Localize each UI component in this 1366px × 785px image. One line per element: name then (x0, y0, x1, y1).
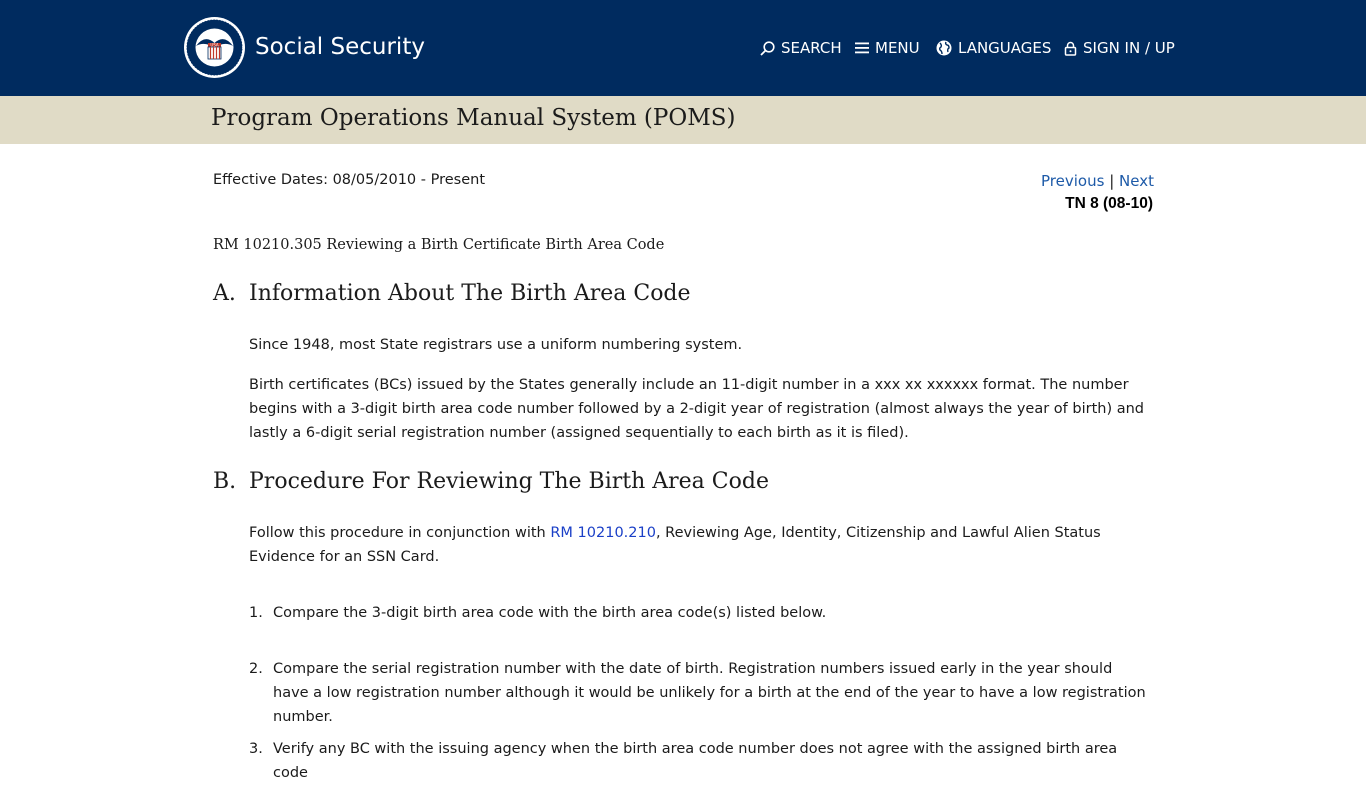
list-item-number: 3. (249, 741, 263, 757)
search-label: SEARCH (781, 39, 842, 57)
search-button[interactable] (760, 39, 842, 57)
prev-next-nav (1041, 172, 1154, 190)
procedure-intro (249, 521, 1149, 569)
lock-icon (1064, 41, 1077, 56)
section-letter: B. (213, 469, 237, 494)
languages-button[interactable] (936, 39, 1051, 57)
search-icon (760, 41, 775, 56)
sign-in-label: SIGN IN / UP (1083, 39, 1175, 57)
rm-10210-210-link[interactable]: RM 10210.210 (550, 525, 656, 541)
document-identifier: RM 10210.305 Reviewing a Birth Certificate Birth Area Code (213, 237, 665, 253)
seal-center-text: USA (210, 42, 219, 48)
list-item-number: 2. (249, 661, 263, 677)
section-title: Procedure For Reviewing The Birth Area Code (249, 469, 769, 494)
menu-label: MENU (875, 39, 920, 57)
list-item: Compare the serial registration number with the date of birth. Registration numbers issued early in the year should have a low registration number although it would be unlikely for a birth at the end of the year to have a low registration number. (273, 661, 1146, 725)
list-item: Compare the 3-digit birth area code with the birth area code(s) listed below. (273, 605, 827, 621)
list-item-number: 1. (249, 605, 263, 621)
ssa-seal-logo[interactable] (183, 16, 246, 79)
list-item: Verify any BC with the issuing agency when the birth area code number does not agree with the assigned birth area code (273, 741, 1118, 781)
intro-text: Follow this procedure in conjunction with (249, 525, 551, 541)
previous-link[interactable]: Previous (1041, 172, 1105, 190)
section-title: Information About The Birth Area Code (249, 281, 691, 306)
languages-label: LANGUAGES (958, 39, 1052, 57)
sign-in-button[interactable] (1064, 39, 1175, 57)
nav-separator: | (1109, 172, 1115, 190)
paragraph: Since 1948, most State registrars use a uniform numbering system. (249, 337, 743, 353)
hamburger-menu-icon (855, 42, 869, 54)
intro-text: , Reviewing Age, Identity, Citizenship and Lawful Alien Status Evidence for an SSN Card. (249, 525, 1101, 565)
paragraph: Birth certificates (BCs) issued by the States generally include an 11-digit number in a xxx xx xxxxxx format. The number begins with a 3-digit birth area code number followed by a 2-digit year of registration (almost always the year of birth) and lastly a 6-digit serial registration number (assigned sequentially to each birth as it is filed). (249, 377, 1144, 441)
section-letter: A. (213, 281, 236, 306)
transmittal-number: TN 8 (08-10) (1065, 195, 1153, 212)
menu-button[interactable] (855, 39, 920, 57)
next-link[interactable]: Next (1119, 172, 1154, 190)
effective-dates: Effective Dates: 08/05/2010 - Present (213, 172, 486, 188)
site-brand[interactable]: Social Security (255, 34, 425, 60)
globe-icon (936, 40, 952, 56)
poms-title[interactable]: Program Operations Manual System (POMS) (211, 105, 736, 131)
